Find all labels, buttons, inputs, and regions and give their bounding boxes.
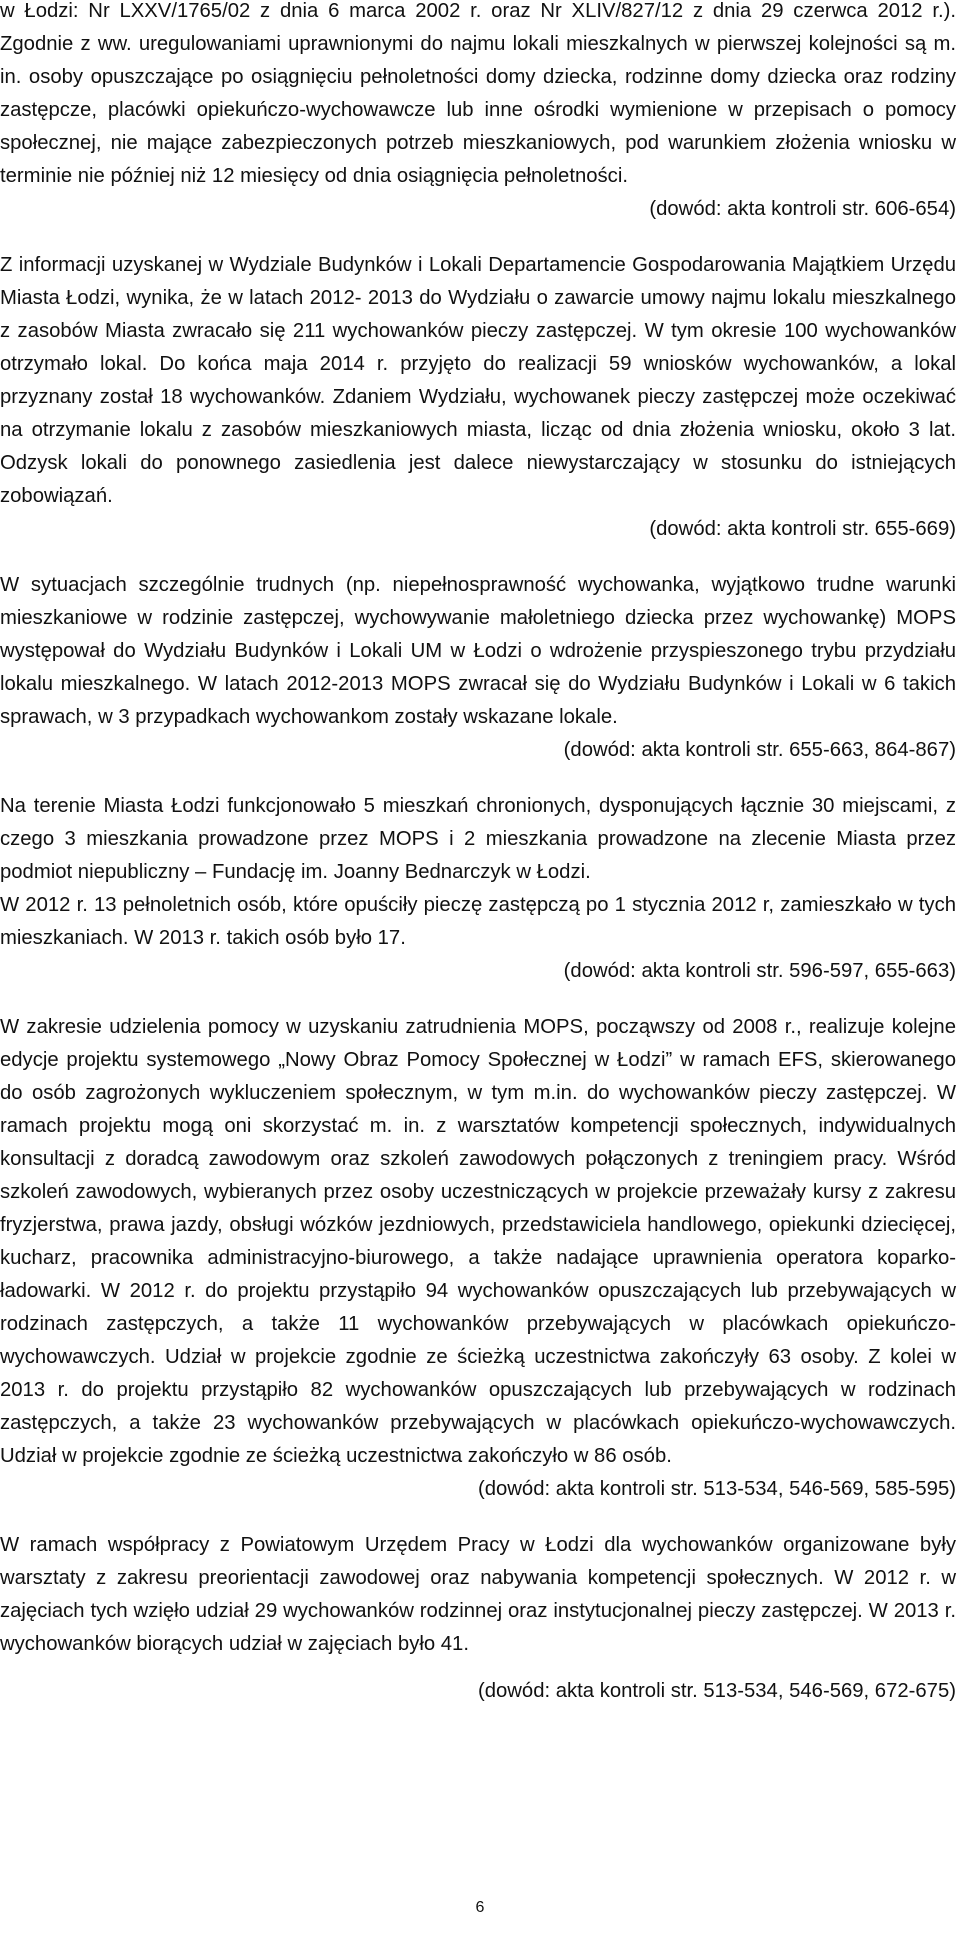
- paragraph-difficult-cases: W sytuacjach szczególnie trudnych (np. niepełnosprawność wychowanka, wyjątkowo trudne warunki mieszkaniowe w rodzinie zastępczej, wychowywanie małoletniego dziecka przez wychowankę) MOPS występował do Wydziału Budynków i Lokali UM w Łodzi o wdrożenie przyspieszonego trybu przydziału lokalu mieszkalnego. W latach 2012-2013 MOPS zwracał się do Wydziału Budynków i Lokali w 6 takich sprawach, w 3 przypadkach wychowankom zostały wskazane lokale.: [0, 574, 956, 728]
- paragraph-protected-housing: Na terenie Miasta Łodzi funkcjonowało 5 mieszkań chronionych, dysponujących łącznie 30 miejscami, z czego 3 mieszkania prowadzone przez MOPS i 2 mieszkania prowadzone na zlecenie Miasta przez podmiot niepubliczny – Fundację im. Joanny Bednarczyk w Łodzi.: [0, 795, 956, 883]
- section-department-info: [0, 249, 956, 546]
- section-employment-support: [0, 1011, 956, 1506]
- paragraph-protected-housing-stats: W 2012 r. 13 pełnoletnich osób, które opuściły pieczę zastępczą po 1 stycznia 2012 r, zamieszkało w tych mieszkaniach. W 2013 r. takich osób było 17.: [0, 894, 956, 949]
- evidence-citation: (dowód: akta kontroli str. 513-534, 546-569, 672-675): [477, 1680, 956, 1702]
- evidence-citation: (dowód: akta kontroli str. 596-597, 655-663): [563, 960, 956, 982]
- paragraph-employment-support: W zakresie udzielenia pomocy w uzyskaniu zatrudnienia MOPS, począwszy od 2008 r., realizuje kolejne edycje projektu systemowego „Nowy Obraz Pomocy Społecznej w Łodzi” w ramach EFS, skierowanego do osób zagrożonych wykluczeniem społecznym, w tym m.in. do wychowanków pieczy zastępczej. W ramach projektu mogą oni skorzystać m. in. z warsztatów kompetencji społecznych, indywidualnych konsultacji z doradcą zawodowym oraz szkoleń zawodowych połączonych z treningiem pracy. Wśród szkoleń zawodowych, wybieranych przez osoby uczestniczących w projekcie przeważały kursy z zakresu fryzjerstwa, prawa jazdy, obsługi wózków jezdniowych, przedstawiciela handlowego, opiekunki dziecięcej, kucharz, pracownika administracyjno-biurowego, a także nadające uprawnienia operatora koparko-ładowarki. W 2012 r. do projektu przystąpiło 94 wychowanków opuszczających lub przebywających w rodzinach zastępczych, a także 11 wychowanków przebywających w placówkach opiekuńczo-wychowawczych. Udział w projekcie zgodnie ze ścieżką uczestnictwa zakończyły 63 osoby. Z kolei w 2013 r. do projektu przystąpiło 82 wychowanków opuszczających lub przebywających w rodzinach zastępczych, a także 23 wychowanków przebywających w placówkach opiekuńczo-wychowawczych. Udział w projekcie zgodnie ze ścieżką uczestnictwa zakończyło w 86 osób.: [0, 1016, 956, 1467]
- page-number: 6: [475, 1899, 485, 1916]
- section-protected-housing: [0, 790, 956, 988]
- paragraph-department-info: Z informacji uzyskanej w Wydziale Budynków i Lokali Departamencie Gospodarowania Majątkiem Urzędu Miasta Łodzi, wynika, że w latach 2012- 2013 do Wydziału o zawarcie umowy najmu lokalu mieszkalnego z zasobów Miasta zwracało się 211 wychowanków pieczy zastępczej. W tym okresie 100 wychowanków otrzymało lokal. Do końca maja 2014 r. przyjęto do realizacji 59 wniosków wychowanków, a lokal przyznany został 18 wychowanków. Zdaniem Wydziału, wychowanek pieczy zastępczej może oczekiwać na otrzymanie lokalu z zasobów mieszkaniowych miasta, licząc od dnia złożenia wniosku, około 3 lat. Odzysk lokali do ponownego zasiedlenia jest dalece niewystarczający w stosunku do istniejących zobowiązań.: [0, 254, 956, 507]
- section-difficult-cases: [0, 569, 956, 767]
- paragraph-labour-office: W ramach współpracy z Powiatowym Urzędem Pracy w Łodzi dla wychowanków organizowane były warsztaty z zakresu preorientacji zawodowej oraz nabywania kompetencji społecznych. W 2012 r. w zajęciach tych wzięło udział 29 wychowanków rodzinnej oraz instytucjonalnej pieczy zastępczej. W 2013 r. wychowanków biorących udział w zajęciach było 41.: [0, 1534, 956, 1655]
- evidence-citation: (dowód: akta kontroli str. 655-669): [649, 518, 956, 540]
- evidence-citation: (dowód: akta kontroli str. 655-663, 864-867): [563, 739, 956, 761]
- section-housing-rules: [0, 0, 956, 226]
- evidence-citation: (dowód: akta kontroli str. 513-534, 546-569, 585-595): [477, 1478, 956, 1500]
- section-labour-office: [0, 1529, 956, 1708]
- evidence-citation: (dowód: akta kontroli str. 606-654): [649, 198, 956, 220]
- paragraph-housing-rules: w Łodzi: Nr LXXV/1765/02 z dnia 6 marca 2002 r. oraz Nr XLIV/827/12 z dnia 29 czerwca 2012 r.). Zgodnie z ww. uregulowaniami uprawnionymi do najmu lokali mieszkalnych w pierwszej kolejności są m. in. osoby opuszczające po osiągnięciu pełnoletności domy dziecka, rodzinne domy dziecka oraz rodziny zastępcze, placówki opiekuńczo-wychowawcze lub inne ośrodki wymienione w przepisach o pomocy społecznej, nie mające zabezpieczonych potrzeb mieszkaniowych, pod warunkiem złożenia wniosku w terminie nie później niż 12 miesięcy od dnia osiągnięcia pełnoletności.: [0, 0, 956, 187]
